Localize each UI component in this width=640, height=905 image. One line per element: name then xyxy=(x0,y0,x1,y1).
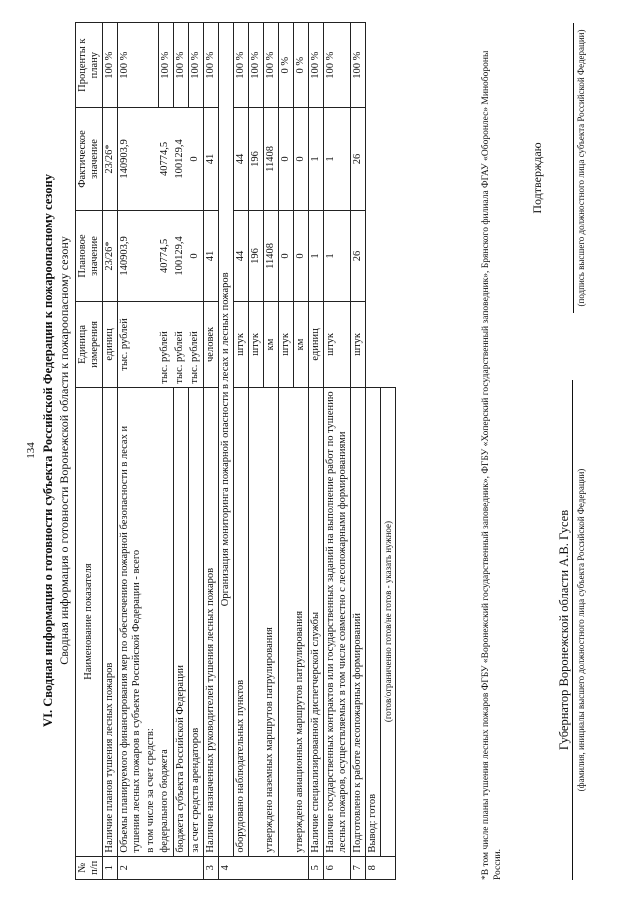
cell-fact: 1 xyxy=(323,108,350,210)
cell-fact: 196 xyxy=(248,108,263,210)
cell-num xyxy=(233,856,248,879)
governor-name: Губернатор Воронежской области А.В. Гусев xyxy=(557,380,573,880)
header-num: № п/п xyxy=(76,856,103,879)
cell-unit: тыс. рублей xyxy=(173,302,188,387)
readiness-table xyxy=(75,22,396,880)
table-row xyxy=(308,23,323,880)
document-sheet xyxy=(25,13,620,888)
cell-fact: 41 xyxy=(203,108,218,210)
signature-line xyxy=(573,23,574,313)
cell-pct: 100 % xyxy=(248,23,263,108)
cell-unit: штук xyxy=(248,302,263,387)
cell-name: Подготовлено к работе лесопожарных формирований xyxy=(350,387,365,856)
table-row xyxy=(103,23,118,880)
cell-plan: 0 xyxy=(188,210,203,302)
cell-pct: 100 % xyxy=(323,23,350,108)
cell-num xyxy=(263,856,278,879)
cell-name: Объемы планируемого финансирования мер по обеспечению пожарной безопасности в лесах и тушения лесных пожаров в субъекте Российской Федерации - всего xyxy=(118,387,145,856)
table-row xyxy=(233,23,248,880)
table-row xyxy=(263,23,278,880)
conclusion-caption-row xyxy=(380,23,395,880)
cell-plan: 196 xyxy=(248,210,263,302)
cell-name: Наличие планов тушения лесных пожаров xyxy=(103,387,118,856)
approve-label: Подтверждаю xyxy=(530,142,544,214)
cell-name: Наличие назначенных руководителей тушения лесных пожаров xyxy=(203,387,218,856)
table-row xyxy=(293,23,308,880)
cell-empty xyxy=(380,23,395,388)
table-header-row xyxy=(76,23,103,880)
cell-unit: штук xyxy=(278,302,293,387)
cell-name: в том числе за счет средств: xyxy=(144,387,158,856)
table-row xyxy=(188,23,203,880)
table-row xyxy=(144,23,158,880)
cell-pct: 100 % xyxy=(103,23,118,108)
cell-unit: единиц xyxy=(103,302,118,387)
cell-pct: 100 % xyxy=(350,23,365,108)
cell-fact: 44 xyxy=(233,108,248,210)
cell-num: 8 xyxy=(365,856,380,879)
cell-plan: 100129,4 xyxy=(173,210,188,302)
cell-pct xyxy=(144,23,158,108)
document-title: VI. Сводная информация о готовности субъекта Российской Федерации к пожароопасному сезону xyxy=(41,174,55,727)
table-row xyxy=(248,23,263,880)
table-row xyxy=(118,23,145,880)
cell-unit: штук xyxy=(323,302,350,387)
cell-fact: 26 xyxy=(350,108,365,210)
cell-plan: 41 xyxy=(203,210,218,302)
cell-fact: 0 xyxy=(293,108,308,210)
cell-empty xyxy=(365,23,380,388)
cell-pct: 100 % xyxy=(173,23,188,108)
document-subtitle: Сводная информация о готовности Воронежской области к пожароопасному сезону xyxy=(57,236,71,665)
cell-pct: 0 % xyxy=(293,23,308,108)
cell-name: Наличие государственных контрактов или государственных заданий на выполнение работ по тушению лесных пожаров, осуществляемых в том числе совместно с лесопожарными формированиями xyxy=(323,387,350,856)
header-name: Наименование показателя xyxy=(76,387,103,856)
cell-name: Наличие специализированной диспетчерской службы xyxy=(308,387,323,856)
cell-name: утверждено наземных маршрутов патрулирования xyxy=(263,387,278,856)
cell-unit: км xyxy=(293,302,308,387)
cell-num: 6 xyxy=(323,856,350,879)
cell-plan xyxy=(144,210,158,302)
cell-num xyxy=(188,856,203,879)
cell-num xyxy=(173,856,188,879)
cell-plan: 140903,9 xyxy=(118,210,145,302)
cell-pct: 100 % xyxy=(158,23,173,108)
table-row xyxy=(158,23,173,880)
cell-unit: тыс. рублей xyxy=(118,302,145,387)
cell-num: 2 xyxy=(118,856,145,879)
cell-num xyxy=(278,856,293,879)
cell-unit: человек xyxy=(203,302,218,387)
cell-unit: единиц xyxy=(308,302,323,387)
table-row xyxy=(323,23,350,880)
header-unit: Единица измерения xyxy=(76,302,103,387)
cell-fact: 0 xyxy=(188,108,203,210)
conclusion-caption: (готов/ограниченно готов/не готов - указать нужное) xyxy=(380,387,395,856)
cell-pct: 100 % xyxy=(263,23,278,108)
conclusion-row xyxy=(365,23,380,880)
cell-name: Вывод: готов xyxy=(365,387,380,856)
footnote: *В том числе планы тушения лесных пожаров ФГБУ «Воронежский государственный заповедник», ФГБУ «Хоперский государственный заповедник», Брянского филиала ФГАУ «Оборонлес» Минобороны России. xyxy=(481,50,503,880)
cell-num xyxy=(158,856,173,879)
cell-name: утверждено авиационных маршрутов патрулирования xyxy=(293,387,308,856)
cell-fact: 1 xyxy=(308,108,323,210)
cell-fact: 40774,5 xyxy=(158,108,173,210)
cell-pct: 100 % xyxy=(188,23,203,108)
cell-fact xyxy=(144,108,158,210)
cell-plan: 26 xyxy=(350,210,365,302)
cell-name: оборудовано наблюдательных пунктов xyxy=(233,387,248,856)
table-row xyxy=(278,23,293,880)
signature-caption: (подпись высшего должностного лица субъекта Российской Федерации) xyxy=(576,29,586,307)
section-title: Организация мониторинга пожарной опасности в лесах и лесных пожаров xyxy=(218,23,233,857)
cell-num: 3 xyxy=(203,856,218,879)
header-plan: Плановое значение xyxy=(76,210,103,302)
cell-plan: 0 xyxy=(278,210,293,302)
cell-name: федерального бюджета xyxy=(158,387,173,856)
cell-num xyxy=(248,856,263,879)
cell-num xyxy=(293,856,308,879)
cell-fact: 100129,4 xyxy=(173,108,188,210)
cell-fact: 23/26* xyxy=(103,108,118,210)
cell-fact: 11408 xyxy=(263,108,278,210)
cell-num: 4 xyxy=(218,856,233,879)
cell-num: 5 xyxy=(308,856,323,879)
page-number: 134 xyxy=(25,442,37,459)
cell-plan: 23/26* xyxy=(103,210,118,302)
cell-name: за счет средств арендаторов xyxy=(188,387,203,856)
cell-unit: км xyxy=(263,302,278,387)
cell-name: бюджета субъекта Российской Федерации xyxy=(173,387,188,856)
cell-pct: 100 % xyxy=(203,23,218,108)
cell-num: 1 xyxy=(103,856,118,879)
cell-unit: тыс. рублей xyxy=(188,302,203,387)
cell-num: 7 xyxy=(350,856,365,879)
cell-plan: 11408 xyxy=(263,210,278,302)
cell-pct: 100 % xyxy=(118,23,145,108)
header-pct: Проценты к плану xyxy=(76,23,103,108)
cell-name xyxy=(278,387,293,856)
cell-fact: 0 xyxy=(278,108,293,210)
cell-num xyxy=(144,856,158,879)
cell-plan: 1 xyxy=(323,210,350,302)
cell-plan: 40774,5 xyxy=(158,210,173,302)
table-row xyxy=(173,23,188,880)
cell-fact: 140903,9 xyxy=(118,108,145,210)
table-row xyxy=(350,23,365,880)
cell-unit: тыс. рублей xyxy=(158,302,173,387)
cell-pct: 100 % xyxy=(308,23,323,108)
cell-num xyxy=(380,856,395,879)
cell-pct: 0 % xyxy=(278,23,293,108)
cell-plan: 0 xyxy=(293,210,308,302)
cell-pct: 100 % xyxy=(233,23,248,108)
table-row xyxy=(203,23,218,880)
cell-unit xyxy=(144,302,158,387)
cell-plan: 1 xyxy=(308,210,323,302)
section-4-header xyxy=(218,23,233,880)
cell-unit: штук xyxy=(233,302,248,387)
cell-unit: штук xyxy=(350,302,365,387)
governor-caption: (фамилия, инициалы высшего должностного лица субъекта Российской Федерации) xyxy=(576,468,586,792)
header-fact: Фактическое значение xyxy=(76,108,103,210)
cell-name xyxy=(248,387,263,856)
cell-plan: 44 xyxy=(233,210,248,302)
